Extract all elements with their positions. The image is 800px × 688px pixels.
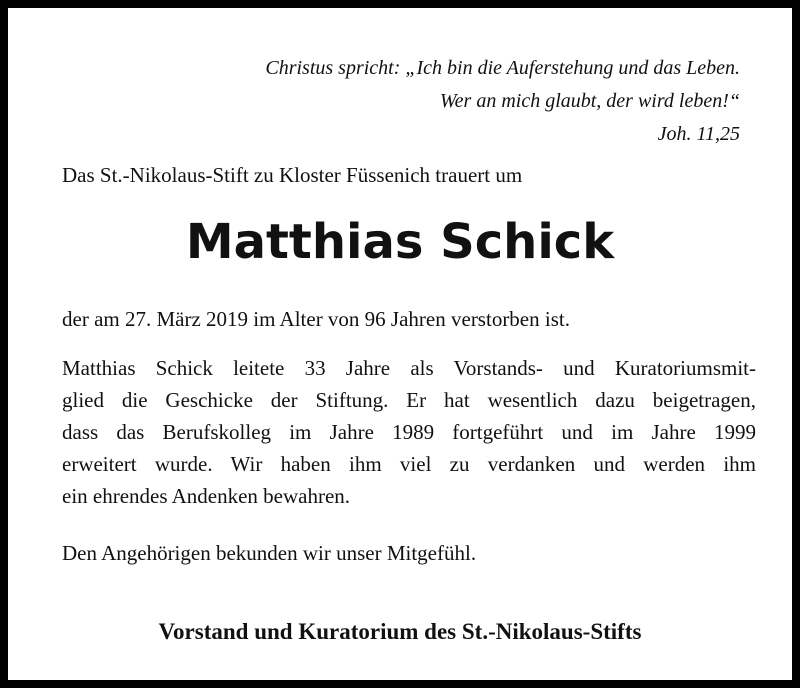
condolence-text: Den Angehörigen bekunden wir unser Mitgefühl. [62,541,477,565]
quote-line-2: Wer an mich glaubt, der wird leben!“ [439,90,740,112]
tribute-line: erweitert wurde. Wir haben ihm viel zu verdanken und werden ihm [62,452,756,476]
tribute-line: glied die Geschicke der Stiftung. Er hat wesentlich dazu beigetragen, [62,388,756,412]
tribute-line: ein ehrendes Andenken bewahren. [62,484,351,508]
intro-text: Das St.-Nikolaus-Stift zu Kloster Füssenich trauert um [62,163,523,187]
deceased-name: Matthias Schick [185,214,615,270]
tribute-paragraph [62,352,756,512]
quote-line-1: Christus spricht: „Ich bin die Auferstehung und das Leben. [265,57,740,79]
bible-quote [100,52,740,151]
death-statement: der am 27. März 2019 im Alter von 96 Jahren verstorben ist. [62,307,570,331]
signature: Vorstand und Kuratorium des St.-Nikolaus-Stifts [158,619,642,644]
quote-reference: Joh. 11,25 [657,123,740,145]
tribute-line: dass das Berufskolleg im Jahre 1989 fortgeführt und im Jahre 1999 [62,420,756,444]
tribute-line: Matthias Schick leitete 33 Jahre als Vorstands- und Kuratoriumsmit- [62,356,756,380]
